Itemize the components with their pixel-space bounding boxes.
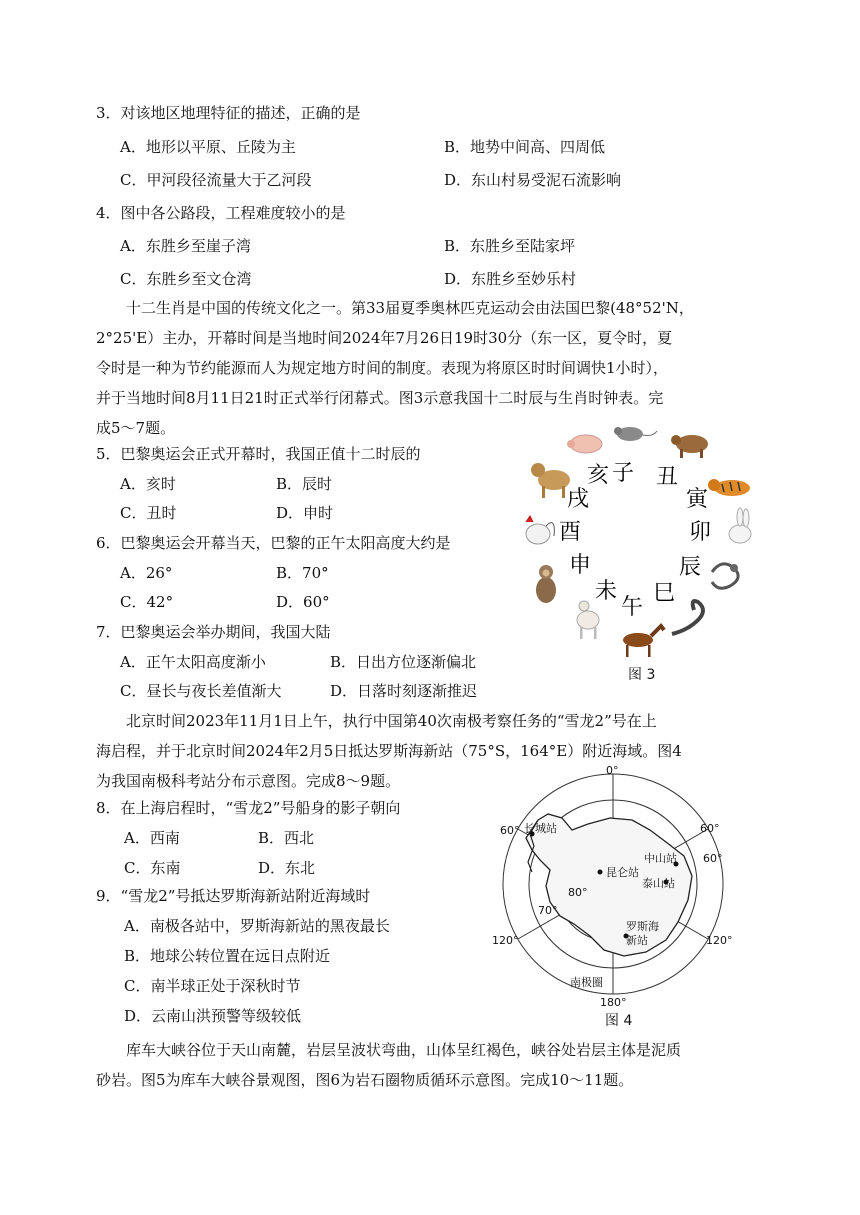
passage-kuqa-canyon — [96, 1035, 768, 1095]
label-lat-80: 80° — [568, 886, 588, 899]
question-6-option-d: D．60° — [276, 593, 330, 611]
label-kunlun-station: 昆仑站 — [606, 866, 639, 879]
question-4-stem: 4．图中各公路段，工程难度较小的是 — [96, 204, 346, 222]
question-9-option-b: B．地球公转位置在远日点附近 — [124, 947, 331, 965]
label-zhongshan-station: 中山站 — [644, 852, 677, 865]
antarctic-stations-map — [480, 764, 750, 1014]
question-7-option-c: C．昼长与夜长差值渐大 — [120, 682, 282, 700]
passage-antarctic-line-3: 为我国南极科考站分布示意图。完成8～9题。 — [96, 772, 401, 790]
question-5-option-b: B．辰时 — [276, 475, 333, 493]
label-lon-60e: 60° — [700, 822, 720, 835]
question-5-option-c: C．丑时 — [120, 504, 177, 522]
rabbit-icon — [729, 508, 751, 543]
question-5-option-d: D．申时 — [276, 504, 334, 522]
tiger-icon — [708, 479, 750, 496]
goat-icon — [577, 601, 599, 639]
question-8-option-a: A．西南 — [124, 829, 180, 847]
label-taishan-station: 泰山站 — [642, 877, 675, 890]
label-antarctic-circle: 南极圈 — [570, 976, 603, 989]
question-3-option-b: B．地势中间高、四周低 — [444, 138, 606, 156]
branch-shen: 申 — [568, 553, 592, 578]
label-lon-180: 180° — [600, 996, 627, 1009]
passage-zodiac-line-1: 十二生肖是中国的传统文化之一。第33届夏季奥林匹克运动会由法国巴黎(48°52'N， — [126, 299, 694, 317]
branch-hai: 亥 — [586, 463, 610, 488]
branch-chen: 辰 — [678, 555, 702, 580]
question-6-stem: 6．巴黎奥运会开幕当天，巴黎的正午太阳高度大约是 — [96, 534, 451, 552]
question-8-stem: 8．在上海启程时，“雪龙2”号船身的影子朝向 — [96, 799, 401, 817]
label-lat-60: 60° — [703, 852, 723, 865]
label-ross-sea: 罗斯海 — [626, 920, 659, 933]
rooster-icon — [526, 516, 554, 544]
question-4-option-d: D．东胜乡至妙乐村 — [444, 270, 577, 288]
question-8-option-d: D．东北 — [258, 859, 316, 877]
passage-kuqa-line-1: 库车大峡谷位于天山南麓，岩层呈波状弯曲，山体呈红褐色，峡谷处岩层主体是泥质 — [126, 1041, 682, 1059]
question-7-option-b: B．日出方位逐渐偏北 — [330, 653, 477, 671]
snake-icon — [672, 601, 703, 634]
dragon-icon — [712, 564, 738, 588]
zodiac-clock-branches — [559, 461, 711, 620]
question-5-stem: 5．巴黎奥运会正式开幕时，我国正值十二时辰的 — [96, 445, 421, 463]
question-8-option-b: B．西北 — [258, 829, 315, 847]
branch-yin: 寅 — [685, 487, 709, 512]
label-lon-120e: 120° — [706, 934, 733, 947]
question-6-option-a: A．26° — [120, 564, 173, 582]
figure-4-caption: 图 4 — [605, 1013, 633, 1029]
kunlun-station-marker — [598, 870, 603, 875]
pig-icon — [567, 435, 602, 453]
question-4-option-c: C．东胜乡至文仓湾 — [120, 270, 252, 288]
label-lon-60w: 60° — [500, 824, 520, 837]
label-lat-70: 70° — [538, 904, 558, 917]
ox-icon — [671, 435, 708, 458]
passage-zodiac — [96, 293, 768, 443]
question-7-stem: 7．巴黎奥运会举办期间，我国大陆 — [96, 623, 331, 641]
label-new-station: 新站 — [626, 934, 648, 947]
question-9-option-d: D．云南山洪预警等级较低 — [124, 1007, 302, 1025]
branch-you: 酉 — [558, 520, 582, 545]
question-7-option-a: A．正午太阳高度渐小 — [120, 653, 266, 671]
question-3-option-c: C．甲河段径流量大于乙河段 — [120, 171, 312, 189]
question-6-option-b: B．70° — [276, 564, 329, 582]
figure-3-caption: 图 3 — [628, 667, 656, 683]
label-changcheng-station: 长城站 — [524, 822, 557, 835]
question-4-option-b: B．东胜乡至陆家坪 — [444, 237, 576, 255]
branch-si: 巳 — [652, 581, 676, 606]
question-9-option-c: C．南半球正处于深秋时节 — [124, 977, 301, 995]
question-4-option-a: A．东胜乡至崖子湾 — [120, 237, 251, 255]
question-9-stem: 9．“雪龙2”号抵达罗斯海新站附近海域时 — [96, 887, 371, 905]
branch-chou: 丑 — [655, 465, 679, 490]
question-3-stem: 3．对该地区地理特征的描述，正确的是 — [96, 104, 361, 122]
monkey-icon — [536, 565, 556, 603]
question-3-option-a: A．地形以平原、丘陵为主 — [120, 138, 296, 156]
passage-zodiac-line-3: 令时是一种为节约能源而人为规定地方时间的制度。表现为将原区时时间调快1小时）， — [96, 359, 669, 377]
branch-wu: 午 — [620, 595, 644, 620]
zodiac-clock-figure — [512, 422, 772, 662]
branch-xu: 戌 — [566, 487, 590, 512]
horse-icon — [623, 626, 664, 657]
branch-mao: 卯 — [688, 520, 712, 545]
passage-antarctic-line-1: 北京时间2023年11月1日上午，执行中国第40次南极考察任务的“雪龙2”号在上 — [126, 712, 657, 730]
passage-kuqa-line-2: 砂岩。图5为库车大峡谷景观图，图6为岩石圈物质循环示意图。完成10～11题。 — [96, 1071, 634, 1089]
branch-zi: 子 — [611, 461, 635, 486]
passage-zodiac-line-2: 2°25'E）主办，开幕时间是当地时间2024年7月26日19时30分（东一区，夏令时，夏 — [96, 329, 673, 347]
question-7-option-d: D．日落时刻逐渐推迟 — [330, 682, 478, 700]
question-9-option-a: A．南极各站中，罗斯海新站的黑夜最长 — [124, 917, 390, 935]
question-6-option-c: C．42° — [120, 593, 174, 611]
passage-antarctic-line-2: 海启程，并于北京时间2024年2月5日抵达罗斯海新站（75°S，164°E）附近海域。图4 — [96, 742, 682, 760]
branch-wei: 未 — [594, 579, 618, 604]
question-8-option-c: C．东南 — [124, 859, 181, 877]
rat-icon — [614, 427, 657, 441]
passage-zodiac-line-4: 并于当地时间8月11日21时正式举行闭幕式。图3示意我国十二时辰与生肖时钟表。完 — [96, 389, 664, 407]
passage-zodiac-line-5: 成5～7题。 — [96, 419, 176, 437]
question-3-option-d: D．东山村易受泥石流影响 — [444, 171, 622, 189]
question-5-option-a: A．亥时 — [120, 475, 176, 493]
dog-icon — [531, 463, 570, 498]
label-lon-120w: 120° — [492, 934, 519, 947]
label-lon-0: 0° — [606, 764, 619, 777]
